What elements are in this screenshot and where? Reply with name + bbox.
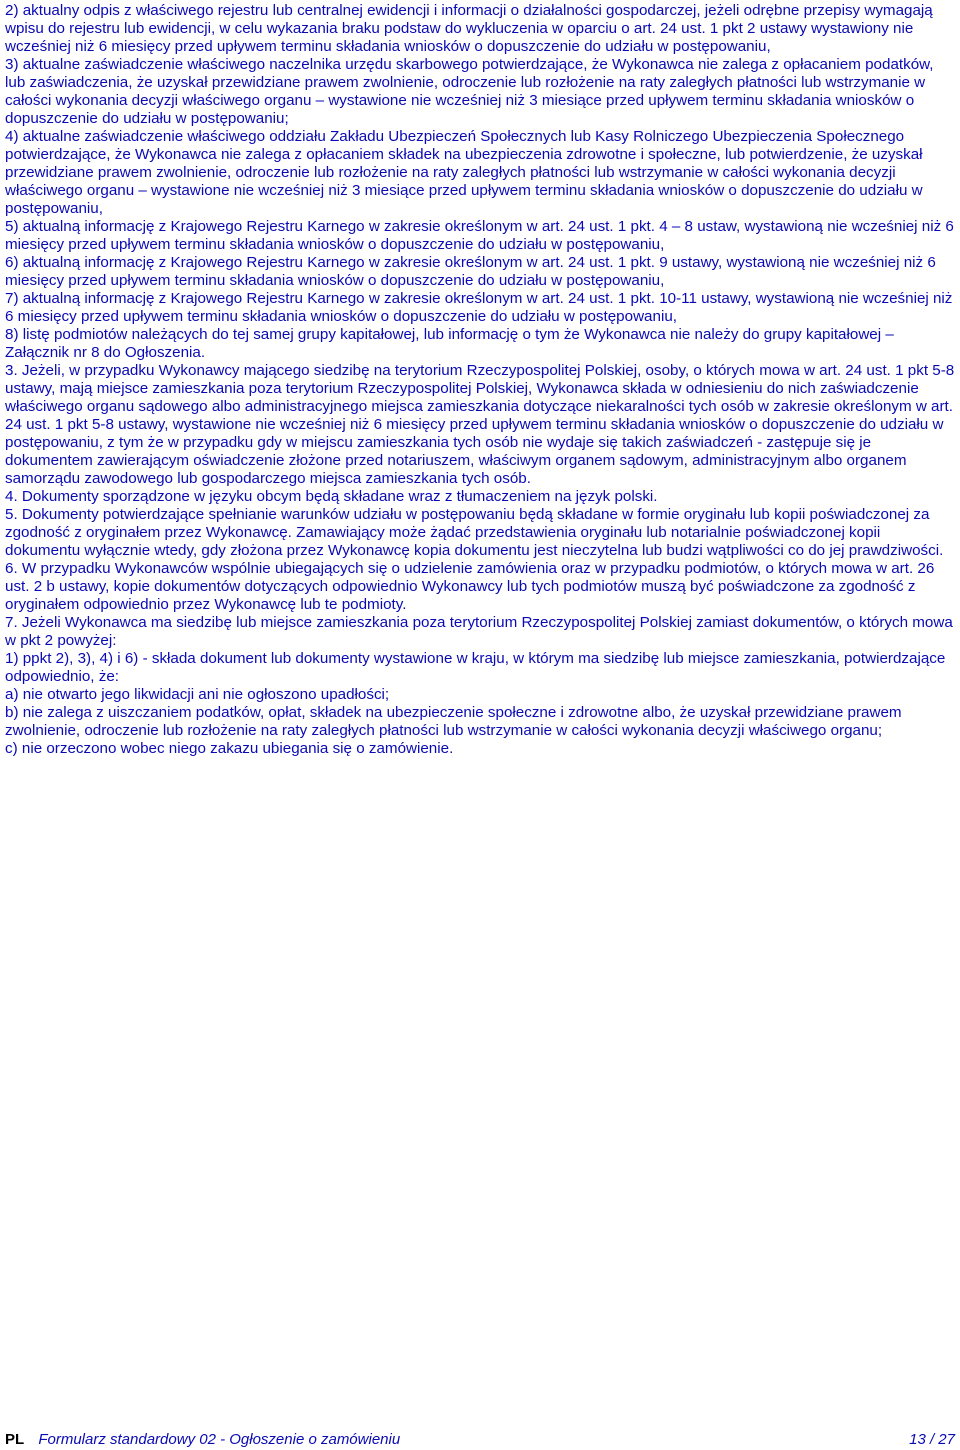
paragraph-section-6: 6. W przypadku Wykonawców wspólnie ubiegających się o udzielenie zamówienia oraz w przypadku podmiotów, o których mowa w art. 26 ust. 2 b ustawy, kopie dokumentów dotyczących odpowiednio Wykonawcy lub tych podmiotów muszą być poświadczone za zgodność z oryginałem odpowiednio przez Wykonawcę lub te podmioty. (5, 560, 935, 613)
paragraph-subitem-b: b) nie zalega z uiszczaniem podatków, opłat, składek na ubezpieczenie społeczne i zdrowotne albo, że uzyskał przewidziane prawem zwolnienie, odroczenie lub rozłożenie na raty zaległych płatności lub wstrzymanie w całości wykonania decyzji właściwego organu; (5, 704, 902, 739)
paragraph-item-7: 7) aktualną informację z Krajowego Rejestru Karnego w zakresie określonym w art. 24 ust. 1 pkt. 10-11 ustawy, wystawioną nie wcześniej niż 6 miesięcy przed upływem terminu składania wniosków o dopuszczenie do udziału w postępowaniu, (5, 290, 953, 325)
paragraph-item-3: 3) aktualne zaświadczenie właściwego naczelnika urzędu skarbowego potwierdzające, że Wykonawca nie zalega z opłacaniem podatków, lub zaświadczenia, że uzyskał przewidziane prawem zwolnienie, odroczenie lub rozłożenie na raty zaległych płatności lub wstrzymanie w całości wykonania decyzji właściwego organu – wystawione nie wcześniej niż 3 miesiące przed upływem terminu składania wniosków o dopuszczenie do udziału w postępowaniu; (5, 56, 934, 127)
paragraph-item-5: 5) aktualną informację z Krajowego Rejestru Karnego w zakresie określonym w art. 24 ust. 1 pkt. 4 – 8 ustaw, wystawioną nie wcześniej niż 6 miesięcy przed upływem terminu składania wniosków o dopuszczenie do udziału w postępowaniu, (5, 218, 954, 253)
paragraph-item-2: 2) aktualny odpis z właściwego rejestru lub centralnej ewidencji i informacji o działalności gospodarczej, jeżeli odrębne przepisy wymagają wpisu do rejestru lub ewidencji, w celu wykazania braku podstaw do wykluczenia w oparciu o art. 24 ust. 1 pkt 2 ustawy wystawiony nie wcześniej niż 6 miesięcy przed upływem terminu składania wniosków o dopuszczenie do udziału w postępowaniu, (5, 2, 933, 55)
paragraph-section-3: 3. Jeżeli, w przypadku Wykonawcy mającego siedzibę na terytorium Rzeczypospolitej Polskiej, osoby, o których mowa w art. 24 ust. 1 pkt 5-8 ustawy, mają miejsce zamieszkania poza terytorium Rzeczypospolitej Polskiej, Wykonawca składa w odniesieniu do nich zaświadczenie właściwego organu sądowego albo administracyjnego miejsca zamieszkania dotyczące niekaralności tych osób w zakresie określonym w art. 24 ust. 1 pkt 5-8 ustawy, wystawione nie wcześniej niż 6 miesięcy przed upływem terminu składania wniosków o dopuszczenie do udziału w postępowaniu, z tym że w przypadku gdy w miejscu zamieszkania tych osób nie wydaje się takich zaświadczeń - zastępuje się je dokumentem zawierającym oświadczenie złożone przed notariuszem, właściwym organem sądowym, administracyjnym albo organem samorządu zawodowego lub gospodarczego miejsca zamieszkania tych osób. (5, 362, 955, 487)
paragraph-subitem-c: c) nie orzeczono wobec niego zakazu ubiegania się o zamówienie. (5, 740, 454, 757)
page-footer (5, 1430, 955, 1450)
paragraph-item-8: 8) listę podmiotów należących do tej samej grupy kapitałowej, lub informację o tym że Wykonawca nie należy do grupy kapitałowej – Załącznik nr 8 do Ogłoszenia. (5, 326, 894, 361)
paragraph-section-4: 4. Dokumenty sporządzone w języku obcym będą składane wraz z tłumaczeniem na język polski. (5, 488, 658, 505)
paragraph-item-6: 6) aktualną informację z Krajowego Rejestru Karnego w zakresie określonym w art. 24 ust. 1 pkt. 9 ustawy, wystawioną nie wcześniej niż 6 miesięcy przed upływem terminu składania wniosków o dopuszczenie do udziału w postępowaniu, (5, 254, 936, 289)
footer-form-title: Formularz standardowy 02 - Ogłoszenie o zamówieniu (38, 1431, 401, 1448)
document-body (5, 2, 957, 758)
paragraph-item-4: 4) aktualne zaświadczenie właściwego oddziału Zakładu Ubezpieczeń Społecznych lub Kasy Rolniczego Ubezpieczenia Społecznego potwierdzające, że Wykonawca nie zalega z opłacaniem składek na ubezpieczenia zdrowotne i społeczne, lub potwierdzenie, że uzyskał przewidziane prawem zwolnienie, odroczenie lub rozłożenie na raty zaległych płatności lub wstrzymanie w całości wykonania decyzji właściwego organu – wystawione nie wcześniej niż 3 miesiące przed upływem terminu składania wniosków o dopuszczenie do udziału w postępowaniu, (5, 128, 923, 217)
paragraph-subitem-1: 1) ppkt 2), 3), 4) i 6) - składa dokument lub dokumenty wystawione w kraju, w którym ma siedzibę lub miejsce zamieszkania, potwierdzające odpowiednio, że: (5, 650, 946, 685)
paragraph-section-7: 7. Jeżeli Wykonawca ma siedzibę lub miejsce zamieszkania poza terytorium Rzeczypospolitej Polskiej zamiast dokumentów, o których mowa w pkt 2 powyżej: (5, 614, 953, 649)
footer-page-number: 13 / 27 (909, 1431, 955, 1448)
footer-language-code: PL (5, 1431, 25, 1448)
paragraph-subitem-a: a) nie otwarto jego likwidacji ani nie ogłoszono upadłości; (5, 686, 390, 703)
paragraph-section-5: 5. Dokumenty potwierdzające spełnianie warunków udziału w postępowaniu będą składane w formie oryginału lub kopii poświadczonej za zgodność z oryginałem przez Wykonawcę. Zamawiający może żądać przedstawienia oryginału lub notarialnie poświadczonej kopii dokumentu wyłącznie wtedy, gdy złożona przez Wykonawcę kopia dokumentu jest nieczytelna lub budzi wątpliwości co do jej prawdziwości. (5, 506, 944, 559)
